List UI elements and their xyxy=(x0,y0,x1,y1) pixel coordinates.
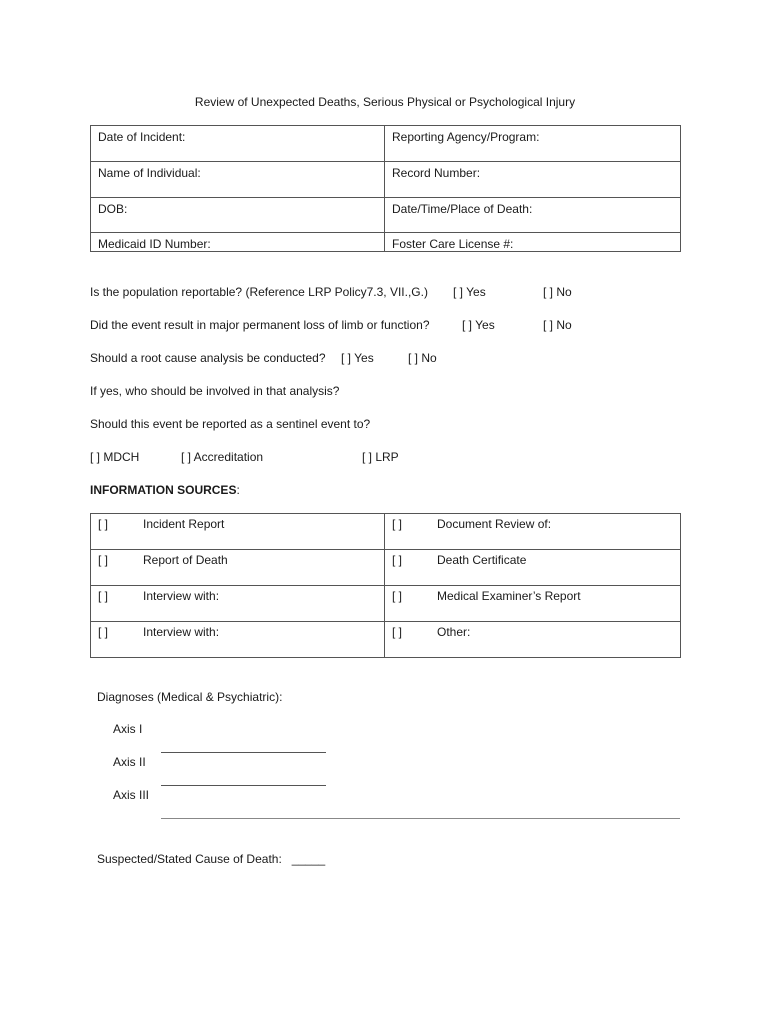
form-title: Review of Unexpected Deaths, Serious Physical or Psychological Injury xyxy=(194,95,576,109)
cause-of-death-blank[interactable]: _____ xyxy=(291,852,326,866)
report-of-death-option[interactable] xyxy=(91,550,385,586)
death-certificate-option[interactable] xyxy=(385,550,681,586)
dob-field[interactable] xyxy=(91,198,385,233)
checkbox[interactable]: [ ] xyxy=(98,589,109,603)
incident-report-option[interactable] xyxy=(91,514,385,550)
interview-with-option-2[interactable] xyxy=(91,622,385,658)
checkbox[interactable]: [ ] xyxy=(392,589,403,603)
q3-no-checkbox[interactable]: [ ] No xyxy=(408,351,437,365)
axis-iii-label: Axis III xyxy=(113,788,150,802)
table-row xyxy=(91,514,681,550)
medicaid-id-field[interactable] xyxy=(91,233,385,252)
document-review-option[interactable] xyxy=(385,514,681,550)
field-label: Date of Incident: xyxy=(98,130,186,144)
incident-details-table xyxy=(90,125,681,252)
q1-yes-checkbox[interactable]: [ ] Yes xyxy=(453,285,486,299)
option-label: Document Review of: xyxy=(437,517,552,531)
field-label: Medicaid ID Number: xyxy=(98,237,211,251)
field-label: Name of Individual: xyxy=(98,166,201,180)
checkbox[interactable]: [ ] xyxy=(392,625,403,639)
field-label: Record Number: xyxy=(392,166,481,180)
field-label: DOB: xyxy=(98,202,128,216)
question-permanent-loss: Did the event result in major permanent loss of limb or function? xyxy=(90,318,430,332)
q3-yes-checkbox[interactable]: [ ] Yes xyxy=(341,351,374,365)
field-label: Foster Care License #: xyxy=(392,237,514,251)
diagnoses-label: Diagnoses (Medical & Psychiatric): xyxy=(97,690,283,704)
question-sentinel-event: Should this event be reported as a sentinel event to? xyxy=(90,417,371,431)
foster-care-license-field[interactable] xyxy=(385,233,681,252)
q2-yes-checkbox[interactable]: [ ] Yes xyxy=(462,318,495,332)
medical-examiner-report-option[interactable] xyxy=(385,586,681,622)
table-row xyxy=(91,162,681,198)
axis-ii-label: Axis II xyxy=(113,755,146,769)
table-row xyxy=(91,233,681,252)
option-label: Other: xyxy=(437,625,471,639)
field-label: Reporting Agency/Program: xyxy=(392,130,540,144)
question-population-reportable: Is the population reportable? (Reference LRP Policy7.3, VII.,G.) xyxy=(90,285,428,299)
question-root-cause: Should a root cause analysis be conducted? xyxy=(90,351,326,365)
lrp-checkbox[interactable]: [ ] LRP xyxy=(362,450,399,464)
date-time-place-of-death-field[interactable] xyxy=(385,198,681,233)
date-of-incident-field[interactable] xyxy=(91,126,385,162)
table-row xyxy=(91,198,681,233)
option-label: Death Certificate xyxy=(437,553,527,567)
checkbox[interactable]: [ ] xyxy=(98,553,109,567)
option-label: Medical Examiner’s Report xyxy=(437,589,581,603)
question-analysis-involvement: If yes, who should be involved in that analysis? xyxy=(90,384,340,398)
interview-with-option-1[interactable] xyxy=(91,586,385,622)
cause-of-death-row xyxy=(97,852,325,866)
checkbox[interactable]: [ ] xyxy=(98,517,109,531)
axis-ii-line[interactable] xyxy=(161,785,326,786)
option-label: Interview with: xyxy=(143,625,220,639)
checkbox[interactable]: [ ] xyxy=(392,517,403,531)
axis-i-label: Axis I xyxy=(113,722,143,736)
heading-text: INFORMATION SOURCES xyxy=(90,483,237,497)
q2-no-checkbox[interactable]: [ ] No xyxy=(543,318,572,332)
table-row xyxy=(91,126,681,162)
axis-iii-line[interactable] xyxy=(161,818,680,819)
axis-i-line[interactable] xyxy=(161,752,326,753)
information-sources-table xyxy=(90,513,681,658)
table-row xyxy=(91,586,681,622)
option-label: Interview with: xyxy=(143,589,220,603)
table-row xyxy=(91,622,681,658)
information-sources-heading xyxy=(90,483,240,497)
name-of-individual-field[interactable] xyxy=(91,162,385,198)
field-label: Date/Time/Place of Death: xyxy=(392,202,533,216)
checkbox[interactable]: [ ] xyxy=(392,553,403,567)
cause-of-death-label: Suspected/Stated Cause of Death: xyxy=(97,852,282,866)
q1-no-checkbox[interactable]: [ ] No xyxy=(543,285,572,299)
option-label: Report of Death xyxy=(143,553,228,567)
other-option[interactable] xyxy=(385,622,681,658)
mdch-checkbox[interactable]: [ ] MDCH xyxy=(90,450,140,464)
table-row xyxy=(91,550,681,586)
option-label: Incident Report xyxy=(143,517,225,531)
record-number-field[interactable] xyxy=(385,162,681,198)
accreditation-checkbox[interactable]: [ ] Accreditation xyxy=(181,450,264,464)
reporting-agency-field[interactable] xyxy=(385,126,681,162)
checkbox[interactable]: [ ] xyxy=(98,625,109,639)
heading-colon: : xyxy=(236,483,240,497)
